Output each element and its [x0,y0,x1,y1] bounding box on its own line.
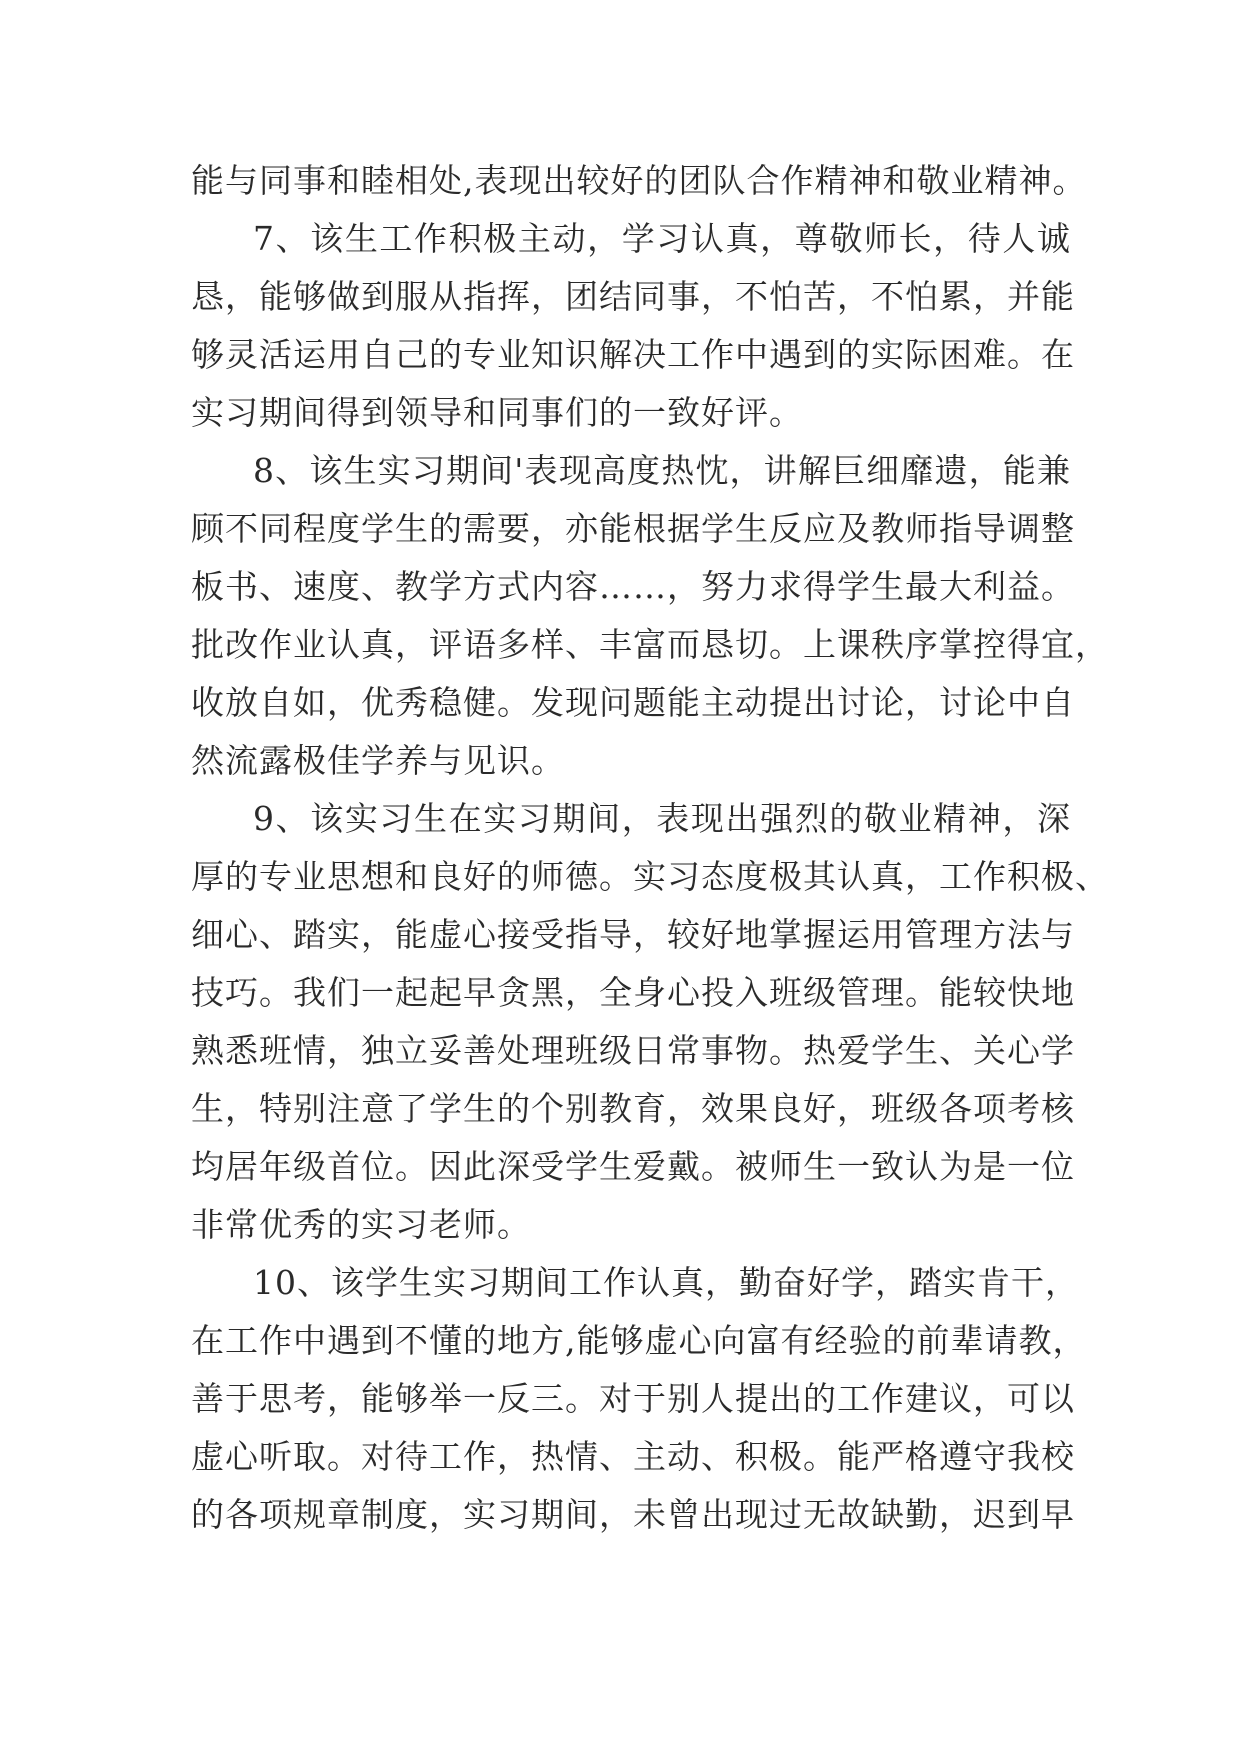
text-line: 实习期间得到领导和同事们的一致好评。 [191,393,803,432]
text-line: 均居年级首位。因此深受学生爱戴。被师生一致认为是一位 [191,1147,1075,1186]
text-line: 熟悉班情，独立妥善处理班级日常事物。热爱学生、关心学 [191,1031,1075,1070]
text-line: 10、该学生实习期间工作认真，勤奋好学，踏实肯干， [253,1263,1079,1302]
text-line: 非常优秀的实习老师。 [191,1205,531,1244]
text-line: 技巧。我们一起起早贪黑，全身心投入班级管理。能较快地 [191,973,1075,1012]
text-line: 够灵活运用自己的专业知识解决工作中遇到的实际困难。在 [191,335,1075,374]
text-line: 在工作中遇到不懂的地方,能够虚心向富有经验的前辈请教， [191,1321,1087,1360]
text-line: 虚心听取。对待工作，热情、主动、积极。能严格遵守我校 [191,1437,1075,1476]
text-line: 9、该实习生在实习期间，表现出强烈的敬业精神，深 [253,799,1071,838]
text-line: 生，特别注意了学生的个别教育，效果良好，班级各项考核 [191,1089,1075,1128]
text-line: 板书、速度、教学方式内容……，努力求得学生最大利益。 [191,567,1075,606]
text-line: 8、该生实习期间'表现高度热忱，讲解巨细靡遗，能兼 [253,451,1071,490]
text-line: 顾不同程度学生的需要，亦能根据学生反应及教师指导调整 [191,509,1075,548]
text-line: 收放自如，优秀稳健。发现问题能主动提出讨论，讨论中自 [191,683,1075,722]
text-line: 7、该生工作积极主动，学习认真，尊敬师长，待人诚 [253,219,1071,258]
text-line: 恳，能够做到服从指挥，团结同事，不怕苦，不怕累，并能 [191,277,1075,316]
text-line: 善于思考，能够举一反三。对于别人提出的工作建议，可以 [191,1379,1075,1418]
text-line: 的各项规章制度，实习期间，未曾出现过无故缺勤，迟到早 [191,1495,1075,1534]
text-line: 能与同事和睦相处,表现出较好的团队合作精神和敬业精神。 [191,161,1087,200]
text-line: 厚的专业思想和良好的师德。实习态度极其认真，工作积极、 [191,857,1109,896]
text-line: 细心、踏实，能虚心接受指导，较好地掌握运用管理方法与 [191,915,1075,954]
text-line: 批改作业认真，评语多样、丰富而恳切。上课秩序掌控得宜， [191,625,1109,664]
text-line: 然流露极佳学养与见识。 [191,741,565,780]
document-body [191,152,1109,1544]
